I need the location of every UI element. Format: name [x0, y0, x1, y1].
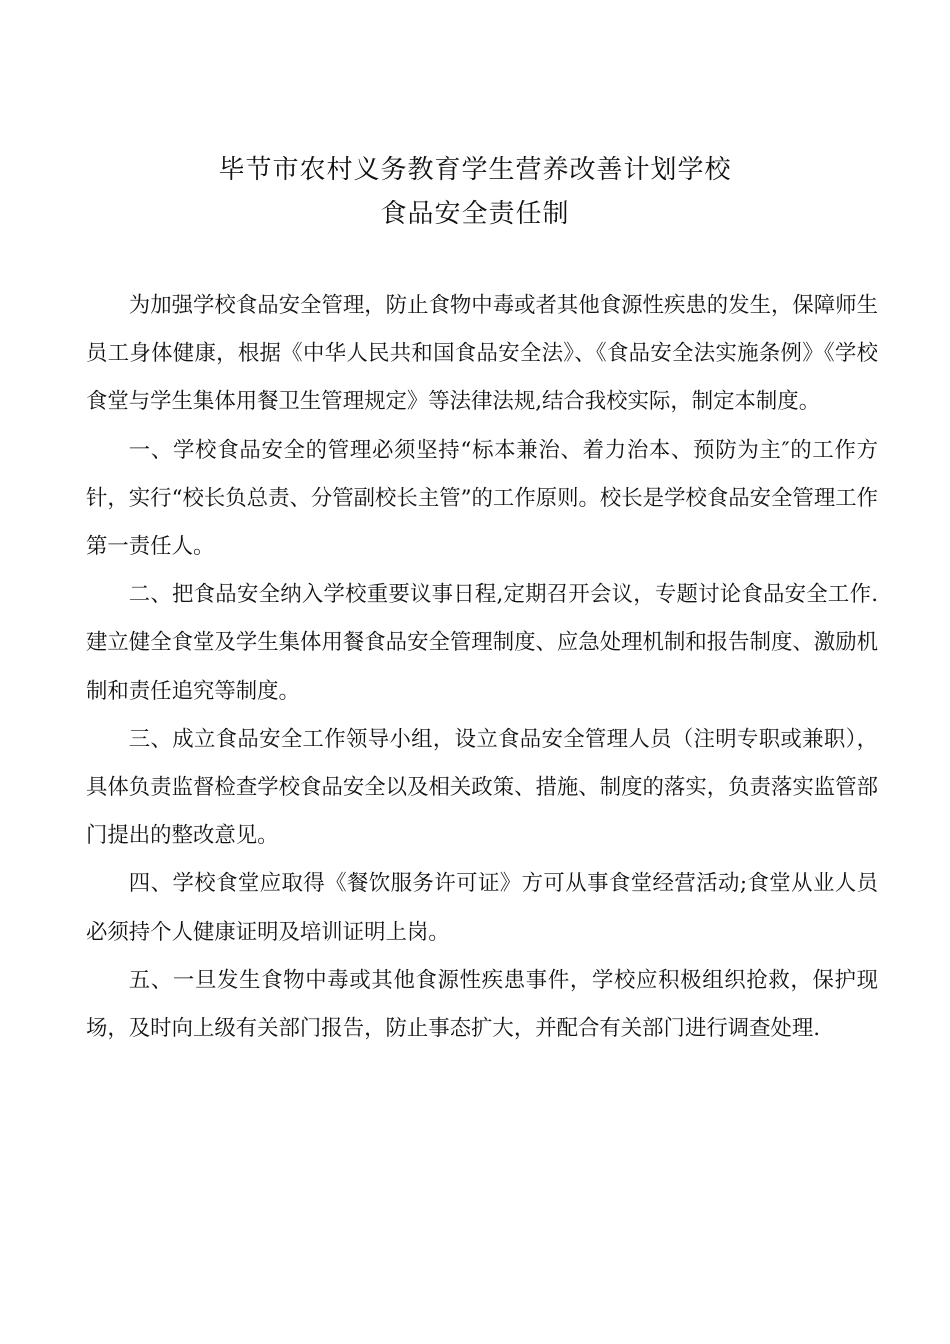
document-title — [0, 150, 950, 234]
document-body — [86, 282, 878, 1053]
title-line-2: 食品安全责任制 — [380, 199, 570, 229]
paragraph-item-3: 三、成立食品安全工作领导小组，设立食品安全管理人员（注明专职或兼职），具体负责监督检查学校食品安全以及相关政策、措施、制度的落实，负责落实监管部门提出的整改意见。 — [86, 726, 878, 849]
paragraph-item-2: 二、把食品安全纳入学校重要议事日程,定期召开会议，专题讨论食品安全工作.建立健全食堂及学生集体用餐食品安全管理制度、应急处理机制和报告制度、激励机制和责任追究等制度。 — [86, 582, 878, 704]
paragraph-item-1: 一、学校食品安全的管理必须坚持“标本兼治、着力治本、预防为主″的工作方针，实行“校长负总责、分管副校长主管”的工作原则。校长是学校食品安全管理工作第一责任人。 — [86, 437, 878, 560]
paragraph-item-4: 四、学校食堂应取得《餐饮服务许可证》方可从事食堂经营活动;食堂从业人员必须持个人健康证明及培训证明上岗。 — [86, 871, 878, 945]
paragraph-item-5: 五、一旦发生食物中毒或其他食源性疾患事件，学校应积极组织抢救，保护现场，及时向上级有关部门报告，防止事态扩大，并配合有关部门进行调查处理. — [86, 967, 878, 1042]
paragraph-intro: 为加强学校食品安全管理，防止食物中毒或者其他食源性疾患的发生，保障师生员工身体健康，根据《中华人民共和国食品安全法》、《食品安全法实施条例》《学校食堂与学生集体用餐卫生管理规定》等法律法规,结合我校实际，制定本制度。 — [86, 293, 878, 415]
title-line-1: 毕节市农村义务教育学生营养改善计划学校 — [218, 155, 732, 185]
